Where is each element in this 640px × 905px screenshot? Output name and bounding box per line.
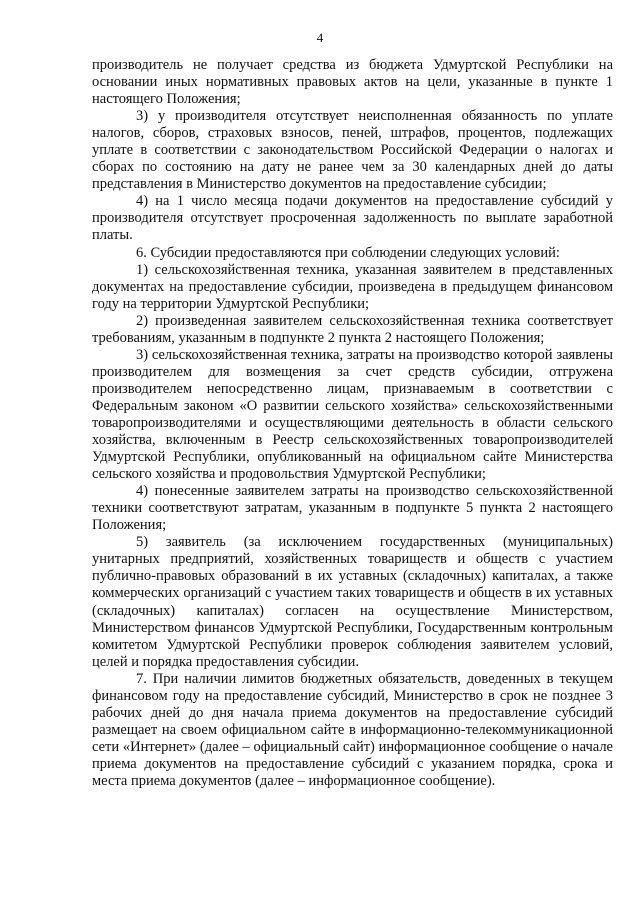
page-number: 4 — [316, 30, 324, 45]
paragraph-section-7-announcement: 7. При наличии лимитов бюджетных обязательств, доведенных в текущем финансовом году на предоставление субсидий, Министерство в срок не позднее 3 рабочих дней до дня начала приема документов на предоставление субсидий размещает на своем официальном сайте в информационно-телекоммуникационной сети «Интернет» (далее – официальный сайт) информационное сообщение о начале приема документов на предоставление субсидий с указанием порядка, срока и места приема документов (далее – информационное сообщение). — [92, 670, 613, 789]
paragraph-condition-5: 5) заявитель (за исключением государственных (муниципальных) унитарных предприятий, хозяйственных товариществ и обществ с участием публично-правовых образований в их уставных (складочных) капиталах, а также коммерческих организаций с участием таких товариществ и обществ в их уставных (складочных) капиталах) согласен на осуществление Министерством, Министерством финансов Удмуртской Республики, Государственным контрольным комитетом Удмуртской Республики проверок соблюдения заявителем условий, целей и порядка предоставления субсидии. — [92, 534, 613, 670]
paragraph-condition-2: 2) произведенная заявителем сельскохозяйственная техника соответствует требованиям, указанным в подпункте 2 пункта 2 настоящего Положения; — [92, 312, 613, 346]
paragraph-section-6-conditions: 6. Субсидии предоставляются при соблюдении следующих условий: — [136, 244, 560, 261]
document-body — [92, 57, 613, 790]
paragraph-item-3-tax-obligations: 3) у производителя отсутствует неисполненная обязанность по уплате налогов, сборов, страховых взносов, пеней, штрафов, процентов, подлежащих уплате в соответствии с законодательством Российской Федерации о налогах и сборах по состоянию на дату не ранее чем за 30 календарных дней до даты представления в Министерство документов на предоставление субсидии; — [92, 108, 613, 193]
paragraph-condition-1: 1) сельскохозяйственная техника, указанная заявителем в представленных документах на предоставление субсидии, произведена в предыдущем финансовом году на территории Удмуртской Республики; — [92, 261, 613, 312]
paragraph-condition-4: 4) понесенные заявителем затраты на производство сельскохозяйственной техники соответствуют затратам, указанным в подпункте 5 пункта 2 настоящего Положения; — [92, 483, 613, 534]
paragraph-condition-3: 3) сельскохозяйственная техника, затраты на производство которой заявлены производителем для возмещения за счет средств субсидии, отгружена производителем непосредственно лицам, признаваемым в соответствии с Федеральным законом «О развитии сельского хозяйства» сельскохозяйственными товаропроизводителями и осуществляющими деятельность в области сельского хозяйства, включенным в Реестр сельскохозяйственных товаропроизводителей Удмуртской Республики, опубликованный на официальном сайте Министерства сельского хозяйства и продовольствия Удмуртской Республики; — [92, 346, 613, 483]
paragraph-item-4-wage-arrears: 4) на 1 число месяца подачи документов на предоставление субсидий у производителя отсутствует просроченная задолженность по выплате заработной платы. — [92, 193, 613, 244]
paragraph-continuation: производитель не получает средства из бюджета Удмуртской Республики на основании иных нормативных правовых актов на цели, указанные в пункте 1 настоящего Положения; — [92, 57, 613, 108]
